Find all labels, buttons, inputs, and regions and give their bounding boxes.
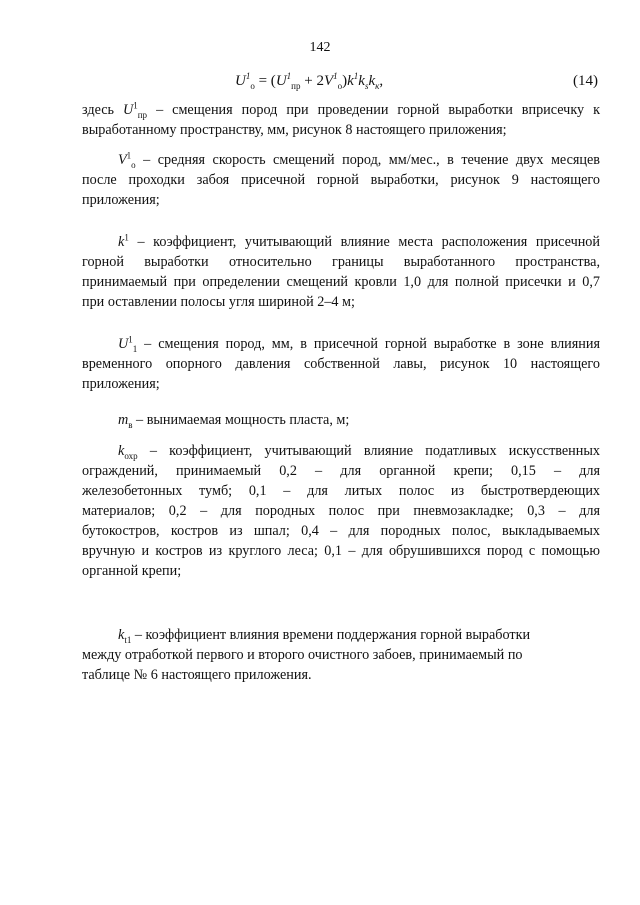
formula-sub: о xyxy=(337,81,343,91)
text-line: между отработкой первого и второго очистного забоев, принимаемый по xyxy=(82,647,523,663)
text-line: бутокостров, костров из шпал; 0,4 – для породных полос, выкладываемых xyxy=(82,523,600,539)
formula-operator: ) xyxy=(342,73,348,89)
text-fragment: – смещения пород при проведении горной выработки вприсечку к xyxy=(147,102,600,118)
text-line xyxy=(82,441,600,461)
formula-symbol: U xyxy=(235,73,246,89)
variable-symbol: m xyxy=(118,412,129,428)
text-line: таблице № 6 настоящего приложения. xyxy=(82,667,312,683)
definition-v1o xyxy=(82,150,600,210)
formula-sup: 1 xyxy=(353,71,359,81)
text-line xyxy=(82,625,600,645)
text-line: органной крепи; xyxy=(82,563,182,579)
formula-symbol: k xyxy=(358,73,365,89)
text-line: приложения; xyxy=(82,192,160,208)
symbol-sub: о xyxy=(131,159,136,170)
symbol-sub: пр xyxy=(137,109,148,120)
variable-symbol: k xyxy=(118,443,125,459)
text-line: ограждений, принимаемый 0,2 – для органной крепи; 0,15 – для xyxy=(82,463,600,479)
text-fragment: – вынимаемая мощность пласта, м; xyxy=(132,412,350,428)
formula-sup: 1 xyxy=(286,71,292,81)
text-line: принимаемый при определении смещений кровли 1,0 для полной присечки и 0,7 xyxy=(82,274,600,290)
text-fragment: здесь xyxy=(82,102,123,118)
text-fragment: – коэффициент, учитывающий влияние податливых искусственных xyxy=(137,443,600,459)
equation-number: (14) xyxy=(573,73,598,89)
formula-sup: 1 xyxy=(333,71,338,81)
text-fragment: – средняя скорость смещений пород, мм/мес., в течение двух месяцев xyxy=(135,152,600,168)
variable-symbol: V xyxy=(118,152,127,168)
symbol-sub: в xyxy=(128,419,133,430)
formula-expression xyxy=(235,73,383,90)
definition-u11 xyxy=(82,334,600,394)
text-line xyxy=(82,100,600,120)
definition-k1 xyxy=(82,232,600,312)
formula-symbol: k xyxy=(368,73,376,89)
variable-symbol: U xyxy=(118,336,129,352)
symbol-sub: t1 xyxy=(124,634,132,645)
definition-u1pr xyxy=(82,100,600,140)
variable-symbol: k xyxy=(118,234,125,250)
symbol-sup: 1 xyxy=(133,100,138,111)
text-line: временного опорного давления собственной лавы, рисунок 10 настоящего xyxy=(82,356,600,372)
formula-sub: пр xyxy=(291,81,301,91)
variable-symbol: U xyxy=(122,102,134,118)
symbol-sup: 1 xyxy=(126,150,132,161)
text-line xyxy=(82,410,600,430)
text-line xyxy=(82,334,600,354)
formula-operator: = ( xyxy=(254,73,276,89)
text-line xyxy=(82,150,600,170)
definition-kohr xyxy=(82,441,600,581)
text-fragment: – смещения пород, мм, в присечной горной выработке в зоне влияния xyxy=(137,336,600,352)
formula-symbol: k xyxy=(347,73,354,89)
symbol-sub: охр xyxy=(124,450,138,461)
text-line: выработанному пространству, мм, рисунок 8 настоящего приложения; xyxy=(82,122,507,138)
formula-operator: , xyxy=(379,73,384,89)
formula-sub: o xyxy=(250,81,255,91)
text-line: железобетонных тумб; 0,1 – для литых полос из быстротвердеющих xyxy=(82,483,600,499)
symbol-sup: 1 xyxy=(128,334,133,345)
symbol-sub: 1 xyxy=(132,343,138,354)
text-line: материалов; 0,2 – для породных полос при пневмозакладке; 0,3 – для xyxy=(82,503,600,519)
variable-symbol: k xyxy=(118,627,125,643)
formula-sub: к xyxy=(375,81,380,91)
text-line: после проходки забоя присечной горной выработки, рисунок 9 настоящего xyxy=(82,172,600,188)
formula-operator: + 2 xyxy=(300,73,324,89)
text-fragment: – коэффициент, учитывающий влияние места расположения присечной xyxy=(128,234,600,250)
text-line: горной выработки относительно границы выработанного пространства, xyxy=(82,254,600,270)
formula-symbol: V xyxy=(323,73,334,89)
symbol-sup: 1 xyxy=(124,232,129,243)
formula-sub: s xyxy=(364,81,369,91)
text-fragment: – коэффициент влияния времени поддержания горной выработки xyxy=(131,627,531,643)
text-line: приложения; xyxy=(82,376,160,392)
formula-sup: 1 xyxy=(245,71,251,81)
definition-mv xyxy=(82,410,600,430)
text-line xyxy=(82,232,600,252)
text-line: вручную и костров из круглого леса; 0,1 – для обрушившихся пород с помощью xyxy=(82,543,600,559)
page-number: 142 xyxy=(309,40,331,55)
definition-kt1 xyxy=(82,625,600,685)
text-line: при оставлении полосы угля шириной 2–4 м; xyxy=(82,294,355,310)
formula-symbol: U xyxy=(275,73,287,89)
